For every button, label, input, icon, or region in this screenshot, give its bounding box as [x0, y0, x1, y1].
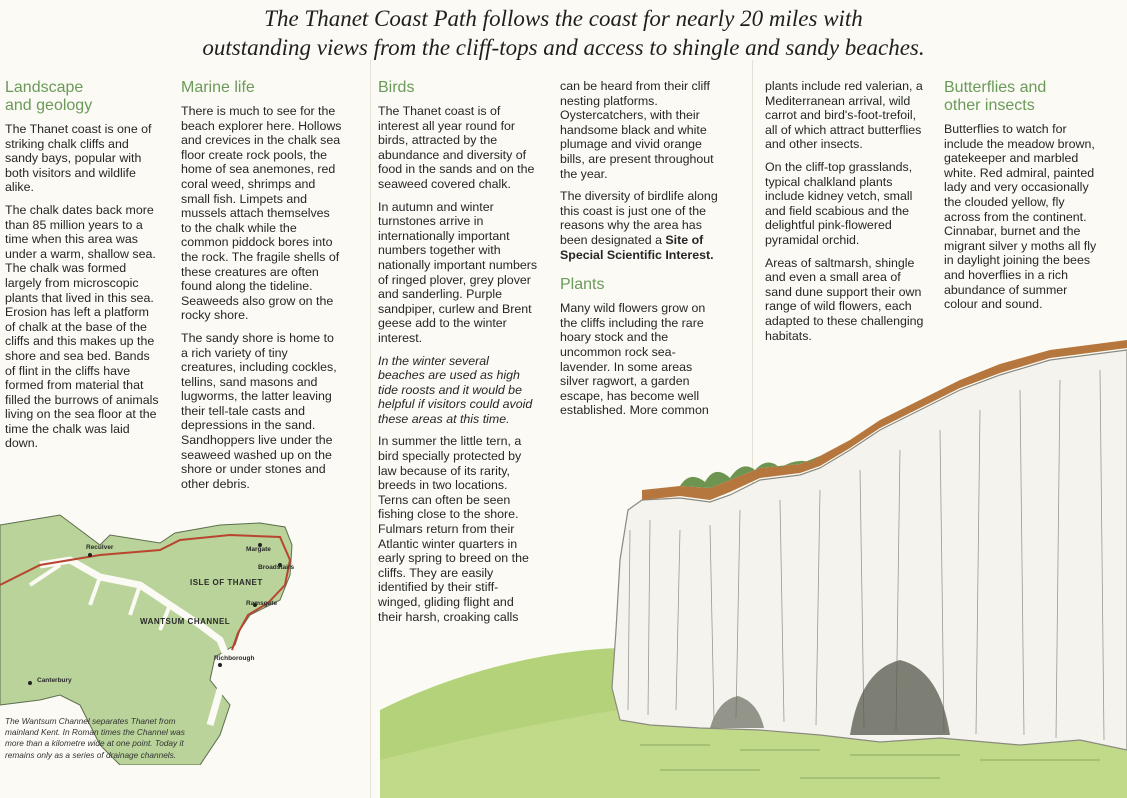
paragraph: The sandy shore is home to a rich variety of tiny creatures, including cockles, tellins, sand masons and lugworms, the latter leaving their tell-tale casts and depressions in the sand. Sandhoppers live under the seaweed washed up on the shore or under stones and other debris.: [181, 330, 337, 491]
headline-line-1: The Thanet Coast Path follows the coast for nearly 20 miles with: [264, 6, 863, 31]
paragraph: Butterflies to watch for include the meadow brown, gatekeeper and marbled white. Red admiral, painted lady and very occasionally the clouded yellow, fly across from the continent. Cinnabar, burnet and the migrant silver y moths all fly in daylight joining the bees and hoverflies in a rich abundance of summer colour and sound.: [944, 122, 1097, 312]
panel-fold: [370, 60, 371, 798]
paragraph: On the cliff-top grasslands, typical chalkland plants include kidney vetch, small and field scabious and the delightful pink-flowered pyramidal orchid.: [765, 159, 913, 247]
paragraph-italic-note: In the winter several beaches are used as high tide roosts and it would be helpful if visitors could avoid these areas at this time.: [378, 353, 533, 426]
headline-line-2: outstanding views from the cliff-tops and access to shingle and sandy beaches.: [202, 35, 925, 60]
column-landscape-geology: [5, 79, 160, 459]
paragraph-sssi: The diversity of birdlife along this coast is just one of the reasons why the area has been designated a Site of Special Scientific Interest.: [560, 189, 718, 262]
paragraph: In summer the little tern, a bird specially protected by law because of its rarity, breeds in two locations. Terns can often be seen fishing close to the shore. Fulmars return from their Atlantic winter quarters in early spring to breed on the cliffs. They are easily identified by their stiff-winged, gliding flight and their harsh, croaking calls: [378, 434, 529, 624]
map-caption: The Wantsum Channel separates Thanet from mainland Kent. In Roman times the Channel was more than a kilometre wide at one point. Today it remains only as a series of drainage channels.: [5, 716, 185, 760]
map-label-richborough: Richborough: [214, 655, 255, 662]
heading-marine-life: Marine life: [181, 79, 255, 96]
column-marine-life: [181, 79, 343, 499]
map-label-isle-of-thanet: ISLE OF THANET: [190, 578, 263, 587]
paragraph: can be heard from their cliff nesting platforms. Oystercatchers, with their handsome black and white plumage and vivid orange bills, are present throughout the year.: [560, 79, 714, 181]
paragraph: There is much to see for the beach explorer here. Hollows and crevices in the chalk sea floor create rock pools, the home of sea anemones, red coral weed, shrimps and small fish. Limpets and mussels attach themselves to the chalk while the common piddock bores into the rock. The fragile shells of these creatures are often found along the tideline. Seaweeds also grow on the rocky shore.: [181, 104, 342, 323]
heading-plants: Plants: [560, 276, 605, 294]
column-butterflies: [944, 79, 1104, 320]
map-label-reculver: Reculver: [86, 544, 114, 551]
chalk-cliff-illustration: [380, 330, 1127, 798]
map-label-ramsgate: Ramsgate: [246, 600, 278, 607]
sssi-bold: Site of Special Scientific Interest.: [560, 232, 714, 262]
page-headline: [0, 4, 1127, 62]
heading-butterflies: Butterflies and other insects: [944, 79, 1047, 114]
map-label-wantsum-channel: WANTSUM CHANNEL: [140, 617, 231, 626]
heading-landscape-geology: Landscape and geology: [5, 79, 93, 114]
map-label-margate: Margate: [246, 546, 271, 553]
column-plants-cont: [765, 79, 925, 351]
paragraph: The chalk dates back more than 85 million years to a time when this area was under a warm, shallow sea. The chalk was formed largely from microscopic plants that lived in this sea. Erosion has left a platform of chalk at the base of the cliffs and this makes up the shore and sea bed. Bands of flint in the cliffs have formed from material that filled the burrows of animals living on the sea floor at the time the chalk was laid down.: [5, 202, 159, 451]
paragraph: Many wild flowers grow on the cliffs including the rare hoary stock and the uncommon rock sea-lavender. In some areas silver ragwort, a garden escape, has become well established. More common: [560, 301, 709, 418]
paragraph: In autumn and winter turnstones arrive in internationally important numbers together with nationally important numbers of ringed plover, grey plover and sanderling. Purple sandpiper, curlew and Brent geese add to the winter interest.: [378, 199, 538, 345]
heading-birds: Birds: [378, 79, 415, 96]
map-label-canterbury: Canterbury: [37, 677, 72, 684]
paragraph: The Thanet coast is of interest all year round for birds, attracted by the abundance and diversity of food in the sands and on the seaweed covered chalk.: [378, 104, 535, 191]
paragraph: Areas of saltmarsh, shingle and even a small area of sand dune support their own range of wild flowers, each adapted to these challenging habitats.: [765, 255, 924, 343]
paragraph: plants include red valerian, a Mediterranean arrival, wild carrot and bird's-foot-trefoil, all of which attract butterflies and other insects.: [765, 79, 923, 152]
paragraph: The Thanet coast is one of striking chalk cliffs and sandy bays, popular with both visitors and wildlife alike.: [5, 122, 152, 195]
map-label-broadstairs: Broadstairs: [258, 564, 295, 571]
